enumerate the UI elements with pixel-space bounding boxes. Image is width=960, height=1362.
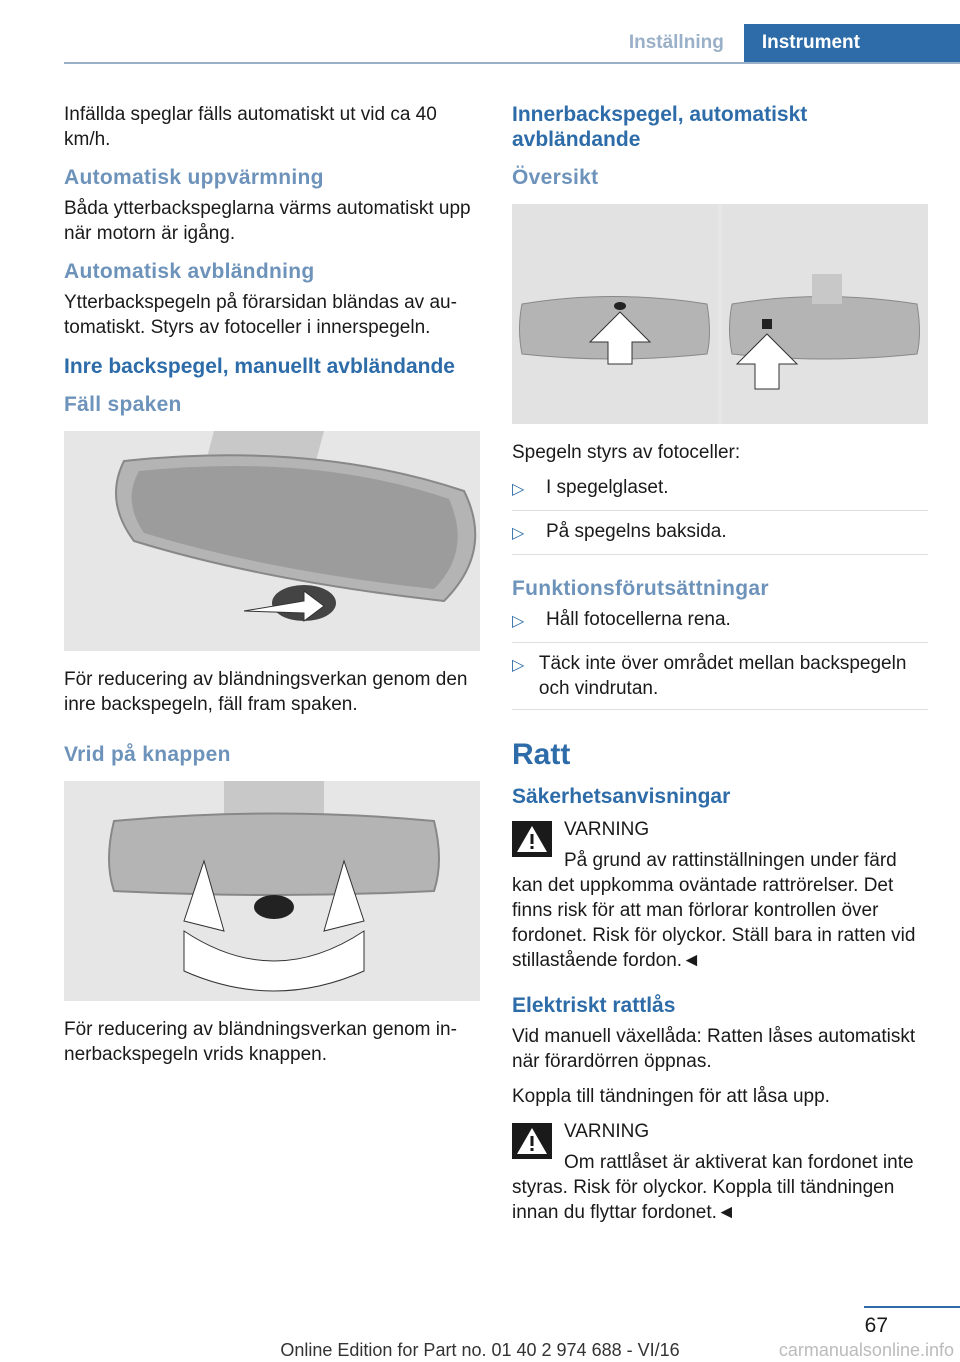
left-column bbox=[64, 102, 480, 1077]
fold-mirrors-text: Infällda speglar fälls automatiskt ut vid ca 40 km/h. bbox=[64, 104, 437, 150]
lock-text-2: Koppla till tändningen för att låsa upp. bbox=[512, 1086, 830, 1107]
mirror-photocell-illustration bbox=[512, 204, 928, 424]
triangle-bullet-icon: ▷ bbox=[512, 613, 525, 630]
warning-block-2 bbox=[512, 1119, 928, 1225]
heading-function-requirements: Funktionsförutsättningar bbox=[512, 577, 769, 600]
heading-turn-knob: Vrid på knappen bbox=[64, 743, 231, 766]
lock-text-1: Vid manuell växellåda: Ratten låses automatiskt när förardörren öppnas. bbox=[512, 1026, 916, 1072]
triangle-bullet-icon: ▷ bbox=[512, 657, 525, 674]
heating-text: Båda ytterbackspeglarna värms automatiskt upp när motorn är igång. bbox=[64, 198, 471, 244]
list-item: ▷ Håll fotocellerna rena. bbox=[512, 607, 928, 643]
warning-icon bbox=[512, 1123, 552, 1159]
heading-ratt: Ratt bbox=[512, 738, 571, 771]
triangle-bullet-icon: ▷ bbox=[512, 525, 525, 542]
heading-fold-lever: Fäll spaken bbox=[64, 393, 182, 416]
online-edition: Online Edition for Part no. 01 40 2 974 688 - VI/16 bbox=[280, 1340, 680, 1360]
footer-divider bbox=[864, 1306, 960, 1308]
warning-text: Om rattlåset är aktiverat kan fordonet inte styras. Risk för olyckor. Koppla till tändningen innan du flyttar fordonet.◄ bbox=[512, 1152, 914, 1223]
heading-automatic-heating: Automatisk uppvärmning bbox=[64, 166, 324, 189]
turn-knob-text: För reducering av bländningsverkan genom innerbackspegeln vrids knappen. bbox=[64, 1019, 457, 1065]
list-item: ▷ I spegelglaset. bbox=[512, 475, 928, 511]
watermark: carmanualsonline.info bbox=[778, 1340, 954, 1360]
page-number: 67 bbox=[864, 1314, 888, 1337]
header-tabs bbox=[609, 24, 960, 62]
header-divider bbox=[64, 62, 960, 64]
warning-block-1 bbox=[512, 817, 928, 973]
warning-text: På grund av rattinställningen under färd kan det uppkomma oväntade rattrörelser. Det finns risk för att man förlorar kontrollen över fordonet. Risk för olyckor. Ställ bara in ratten vid stillastående fordon.◄ bbox=[512, 850, 916, 971]
heading-overview: Översikt bbox=[512, 166, 599, 189]
heading-electric-lock: Elektriskt rattlås bbox=[512, 994, 676, 1017]
heading-automatic-dimming: Automatisk avbländning bbox=[64, 260, 315, 283]
warning-title: VARNING bbox=[564, 1121, 650, 1142]
photocell-intro: Spegeln styrs av fotoceller: bbox=[512, 442, 741, 463]
heading-inner-mirror-manual: Inre backspegel, manuellt avbländande bbox=[64, 355, 455, 378]
photocell-list bbox=[512, 475, 928, 555]
list-item: ▷ Täck inte över området mellan backspegeln och vindrutan. bbox=[512, 651, 928, 710]
list-item: ▷ På spegelns baksida. bbox=[512, 519, 928, 555]
right-column bbox=[512, 102, 928, 1235]
heading-safety: Säkerhetsanvisningar bbox=[512, 785, 731, 808]
tab-instrument[interactable]: Instrument bbox=[744, 24, 960, 62]
mirror-knob-illustration bbox=[64, 781, 480, 1001]
heading-inner-mirror-auto: Innerbackspegel, automatiskt avbländande bbox=[512, 103, 808, 151]
tab-installning[interactable]: Inställning bbox=[609, 24, 744, 62]
warning-title: VARNING bbox=[564, 819, 650, 840]
triangle-bullet-icon: ▷ bbox=[512, 481, 525, 498]
mirror-lever-illustration bbox=[64, 431, 480, 651]
warning-icon bbox=[512, 821, 552, 857]
function-list bbox=[512, 607, 928, 710]
fold-lever-text: För reducering av bländningsverkan genom den inre backspegeln, fäll fram spaken. bbox=[64, 669, 468, 715]
dimming-text: Ytterbackspegeln på förarsidan bländas av automatiskt. Styrs av fotoceller i innerspegeln. bbox=[64, 292, 457, 338]
